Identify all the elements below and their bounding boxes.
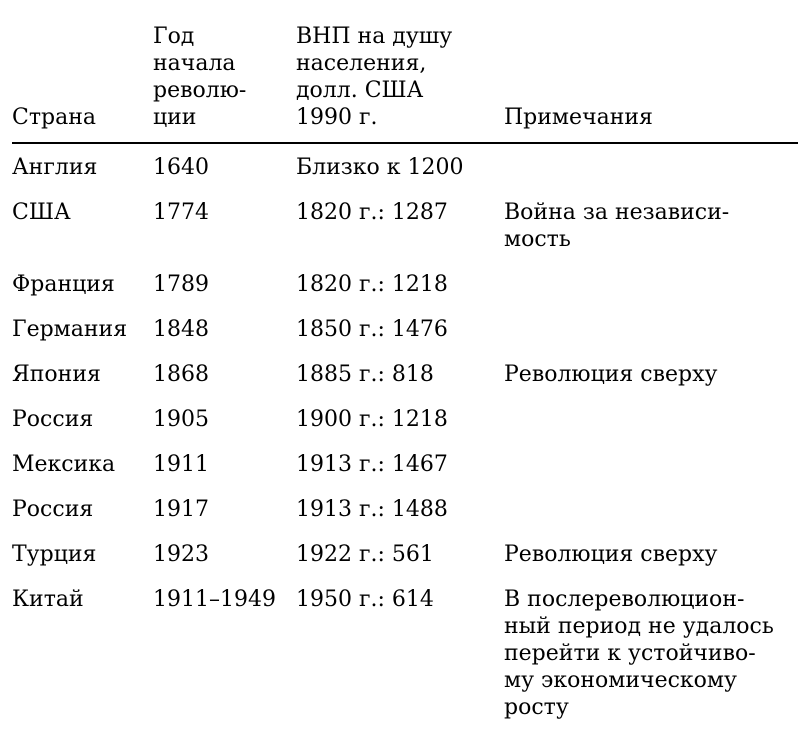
header-notes: Примечания xyxy=(504,105,653,130)
cell-year: 1774 xyxy=(153,200,209,225)
cell-country: Россия xyxy=(12,407,94,432)
cell-country: Россия xyxy=(12,497,94,522)
cell-country: Франция xyxy=(12,272,115,297)
cell-gnp: 1885 г.: 818 xyxy=(296,362,434,387)
header-year xyxy=(153,23,296,131)
cell-gnp: 1900 г.: 1218 xyxy=(296,407,448,432)
cell-country: Япония xyxy=(12,362,101,387)
cell-note xyxy=(504,586,798,721)
header-country: Страна xyxy=(12,105,96,130)
header-year-line: Год xyxy=(153,24,195,49)
header-year-line: револю- xyxy=(153,78,247,103)
cell-year: 1905 xyxy=(153,407,209,432)
table-header xyxy=(12,0,798,131)
table-row xyxy=(12,154,798,181)
table-row xyxy=(12,406,798,433)
table-row xyxy=(12,496,798,523)
cell-year: 1911 xyxy=(153,452,209,477)
note-line: росту xyxy=(504,695,569,720)
cell-year: 1911–1949 xyxy=(153,587,276,612)
cell-note xyxy=(504,361,798,388)
cell-country: Турция xyxy=(12,542,97,567)
revolutions-table xyxy=(12,0,798,739)
cell-gnp: 1922 г.: 561 xyxy=(296,542,434,567)
header-gnp-line: населения, xyxy=(296,51,427,76)
header-year-line: ции xyxy=(153,105,197,130)
cell-country: Англия xyxy=(12,155,98,180)
cell-year: 1923 xyxy=(153,542,209,567)
header-gnp xyxy=(296,23,504,131)
cell-gnp: 1913 г.: 1488 xyxy=(296,497,448,522)
header-gnp-line: долл. США xyxy=(296,78,424,103)
note-line: мость xyxy=(504,227,571,252)
cell-gnp: 1850 г.: 1476 xyxy=(296,317,448,342)
note-line: Революция сверху xyxy=(504,362,718,387)
table-row xyxy=(12,361,798,388)
cell-country: Мексика xyxy=(12,452,116,477)
cell-gnp: Близко к 1200 xyxy=(296,155,464,180)
cell-year: 1848 xyxy=(153,317,209,342)
cell-country: США xyxy=(12,200,71,225)
header-year-line: начала xyxy=(153,51,236,76)
note-line: перейти к устойчиво- xyxy=(504,641,756,666)
table-row xyxy=(12,541,798,568)
cell-country: Китай xyxy=(12,587,84,612)
note-line: му экономическому xyxy=(504,668,737,693)
table-row xyxy=(12,586,798,721)
cell-gnp: 1950 г.: 614 xyxy=(296,587,434,612)
cell-year: 1640 xyxy=(153,155,209,180)
cell-note xyxy=(504,199,798,253)
table-row xyxy=(12,451,798,478)
cell-gnp: 1820 г.: 1218 xyxy=(296,272,448,297)
note-line: Революция сверху xyxy=(504,542,718,567)
cell-gnp: 1820 г.: 1287 xyxy=(296,200,448,225)
note-line: В послереволюцион- xyxy=(504,587,745,612)
cell-country: Германия xyxy=(12,317,128,342)
table-row xyxy=(12,316,798,343)
cell-note xyxy=(504,541,798,568)
header-gnp-line: ВНП на душу xyxy=(296,24,453,49)
header-divider xyxy=(12,142,798,144)
table-row xyxy=(12,199,798,253)
cell-year: 1789 xyxy=(153,272,209,297)
table-body xyxy=(12,154,798,721)
header-gnp-line: 1990 г. xyxy=(296,105,378,130)
cell-year: 1868 xyxy=(153,362,209,387)
cell-gnp: 1913 г.: 1467 xyxy=(296,452,448,477)
note-line: ный период не удалось xyxy=(504,614,774,639)
note-line: Война за независи- xyxy=(504,200,730,225)
cell-year: 1917 xyxy=(153,497,209,522)
table-row xyxy=(12,271,798,298)
